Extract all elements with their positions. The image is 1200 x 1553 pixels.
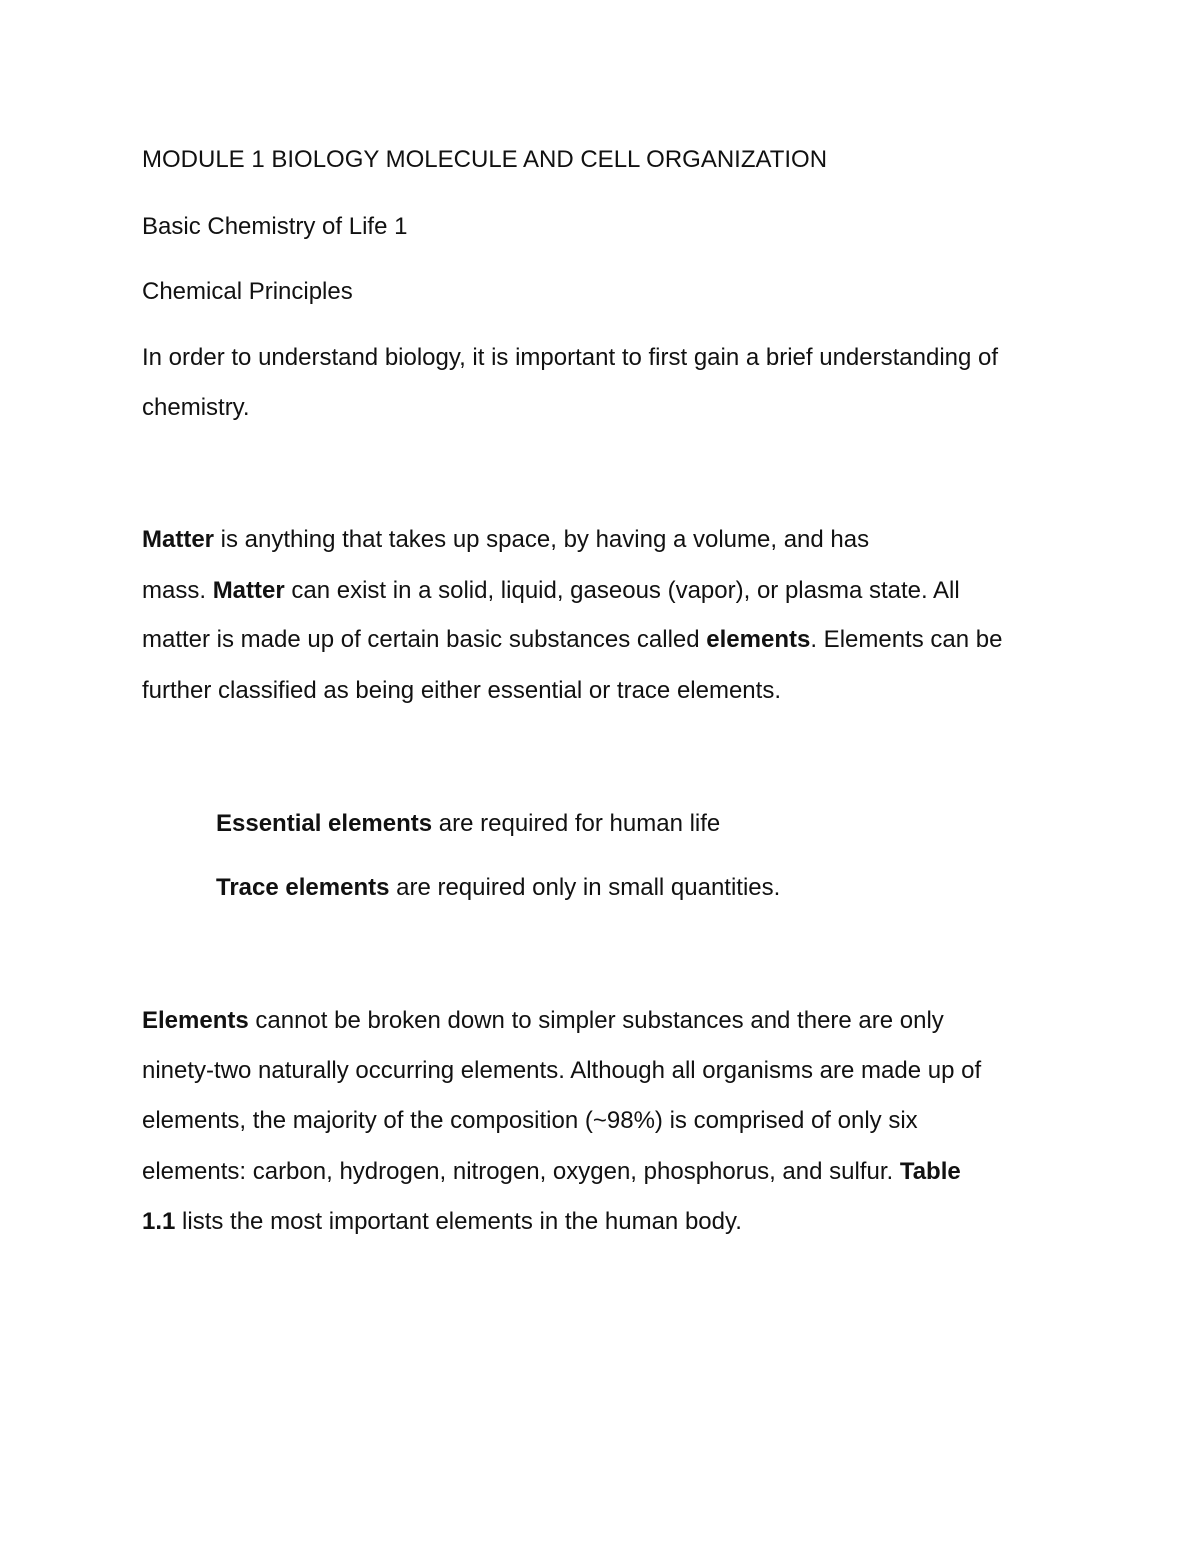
matter-text-3a: matter is made up of certain basic substances called — [142, 626, 707, 653]
trace-definition — [216, 873, 780, 903]
elements-text-5: lists the most important elements in the human body. — [175, 1208, 742, 1235]
trace-term: Trace elements — [216, 874, 390, 901]
subtitle-text: Basic Chemistry of Life 1 — [142, 213, 408, 240]
matter-line-3 — [142, 625, 1002, 655]
matter-line-4 — [142, 676, 781, 706]
table-reference-number: 1.1 — [142, 1208, 176, 1235]
document-title — [142, 145, 827, 175]
elements-text-3: elements, the majority of the composition (~98%) is comprised of only six — [142, 1107, 918, 1134]
elements-line-3 — [142, 1106, 918, 1136]
intro-text-2: chemistry. — [142, 394, 250, 421]
essential-definition — [216, 809, 720, 839]
elements-line-5 — [142, 1207, 742, 1237]
matter-text-3b: . Elements can be — [810, 626, 1003, 653]
elements-text-2: ninety-two naturally occurring elements. Although all organisms are made up of — [142, 1057, 982, 1084]
matter-text-2b: can exist in a solid, liquid, gaseous (vapor), or plasma state. All — [284, 577, 960, 604]
section-heading-text: Chemical Principles — [142, 278, 353, 305]
matter-term: Matter — [142, 526, 215, 553]
intro-line-1 — [142, 343, 998, 373]
document-subtitle — [142, 212, 407, 242]
matter-text-1: is anything that takes up space, by having a volume, and has — [214, 526, 870, 553]
essential-text: are required for human life — [432, 810, 721, 837]
trace-text: are required only in small quantities. — [389, 874, 781, 901]
section-heading — [142, 277, 353, 307]
matter-line-2 — [142, 576, 960, 606]
elements-heading-term: Elements — [142, 1007, 249, 1034]
intro-line-2 — [142, 393, 250, 423]
matter-line-1 — [142, 525, 869, 555]
intro-text-1: In order to understand biology, it is important to first gain a brief understanding of — [142, 344, 999, 371]
table-reference-word: Table — [899, 1158, 961, 1185]
elements-text-1: cannot be broken down to simpler substances and there are only — [248, 1007, 944, 1034]
essential-term: Essential elements — [216, 810, 433, 837]
matter-text-4: further classified as being either essential or trace elements. — [142, 677, 781, 704]
elements-line-2 — [142, 1056, 981, 1086]
elements-term: elements — [706, 626, 811, 653]
elements-line-4 — [142, 1157, 961, 1187]
title-text: MODULE 1 BIOLOGY MOLECULE AND CELL ORGANIZATION — [142, 146, 828, 173]
matter-text-2a: mass. — [142, 577, 213, 604]
matter-term-2: Matter — [212, 577, 285, 604]
elements-line-1 — [142, 1006, 944, 1036]
elements-text-4a: elements: carbon, hydrogen, nitrogen, oxygen, phosphorus, and sulfur. — [142, 1158, 900, 1185]
